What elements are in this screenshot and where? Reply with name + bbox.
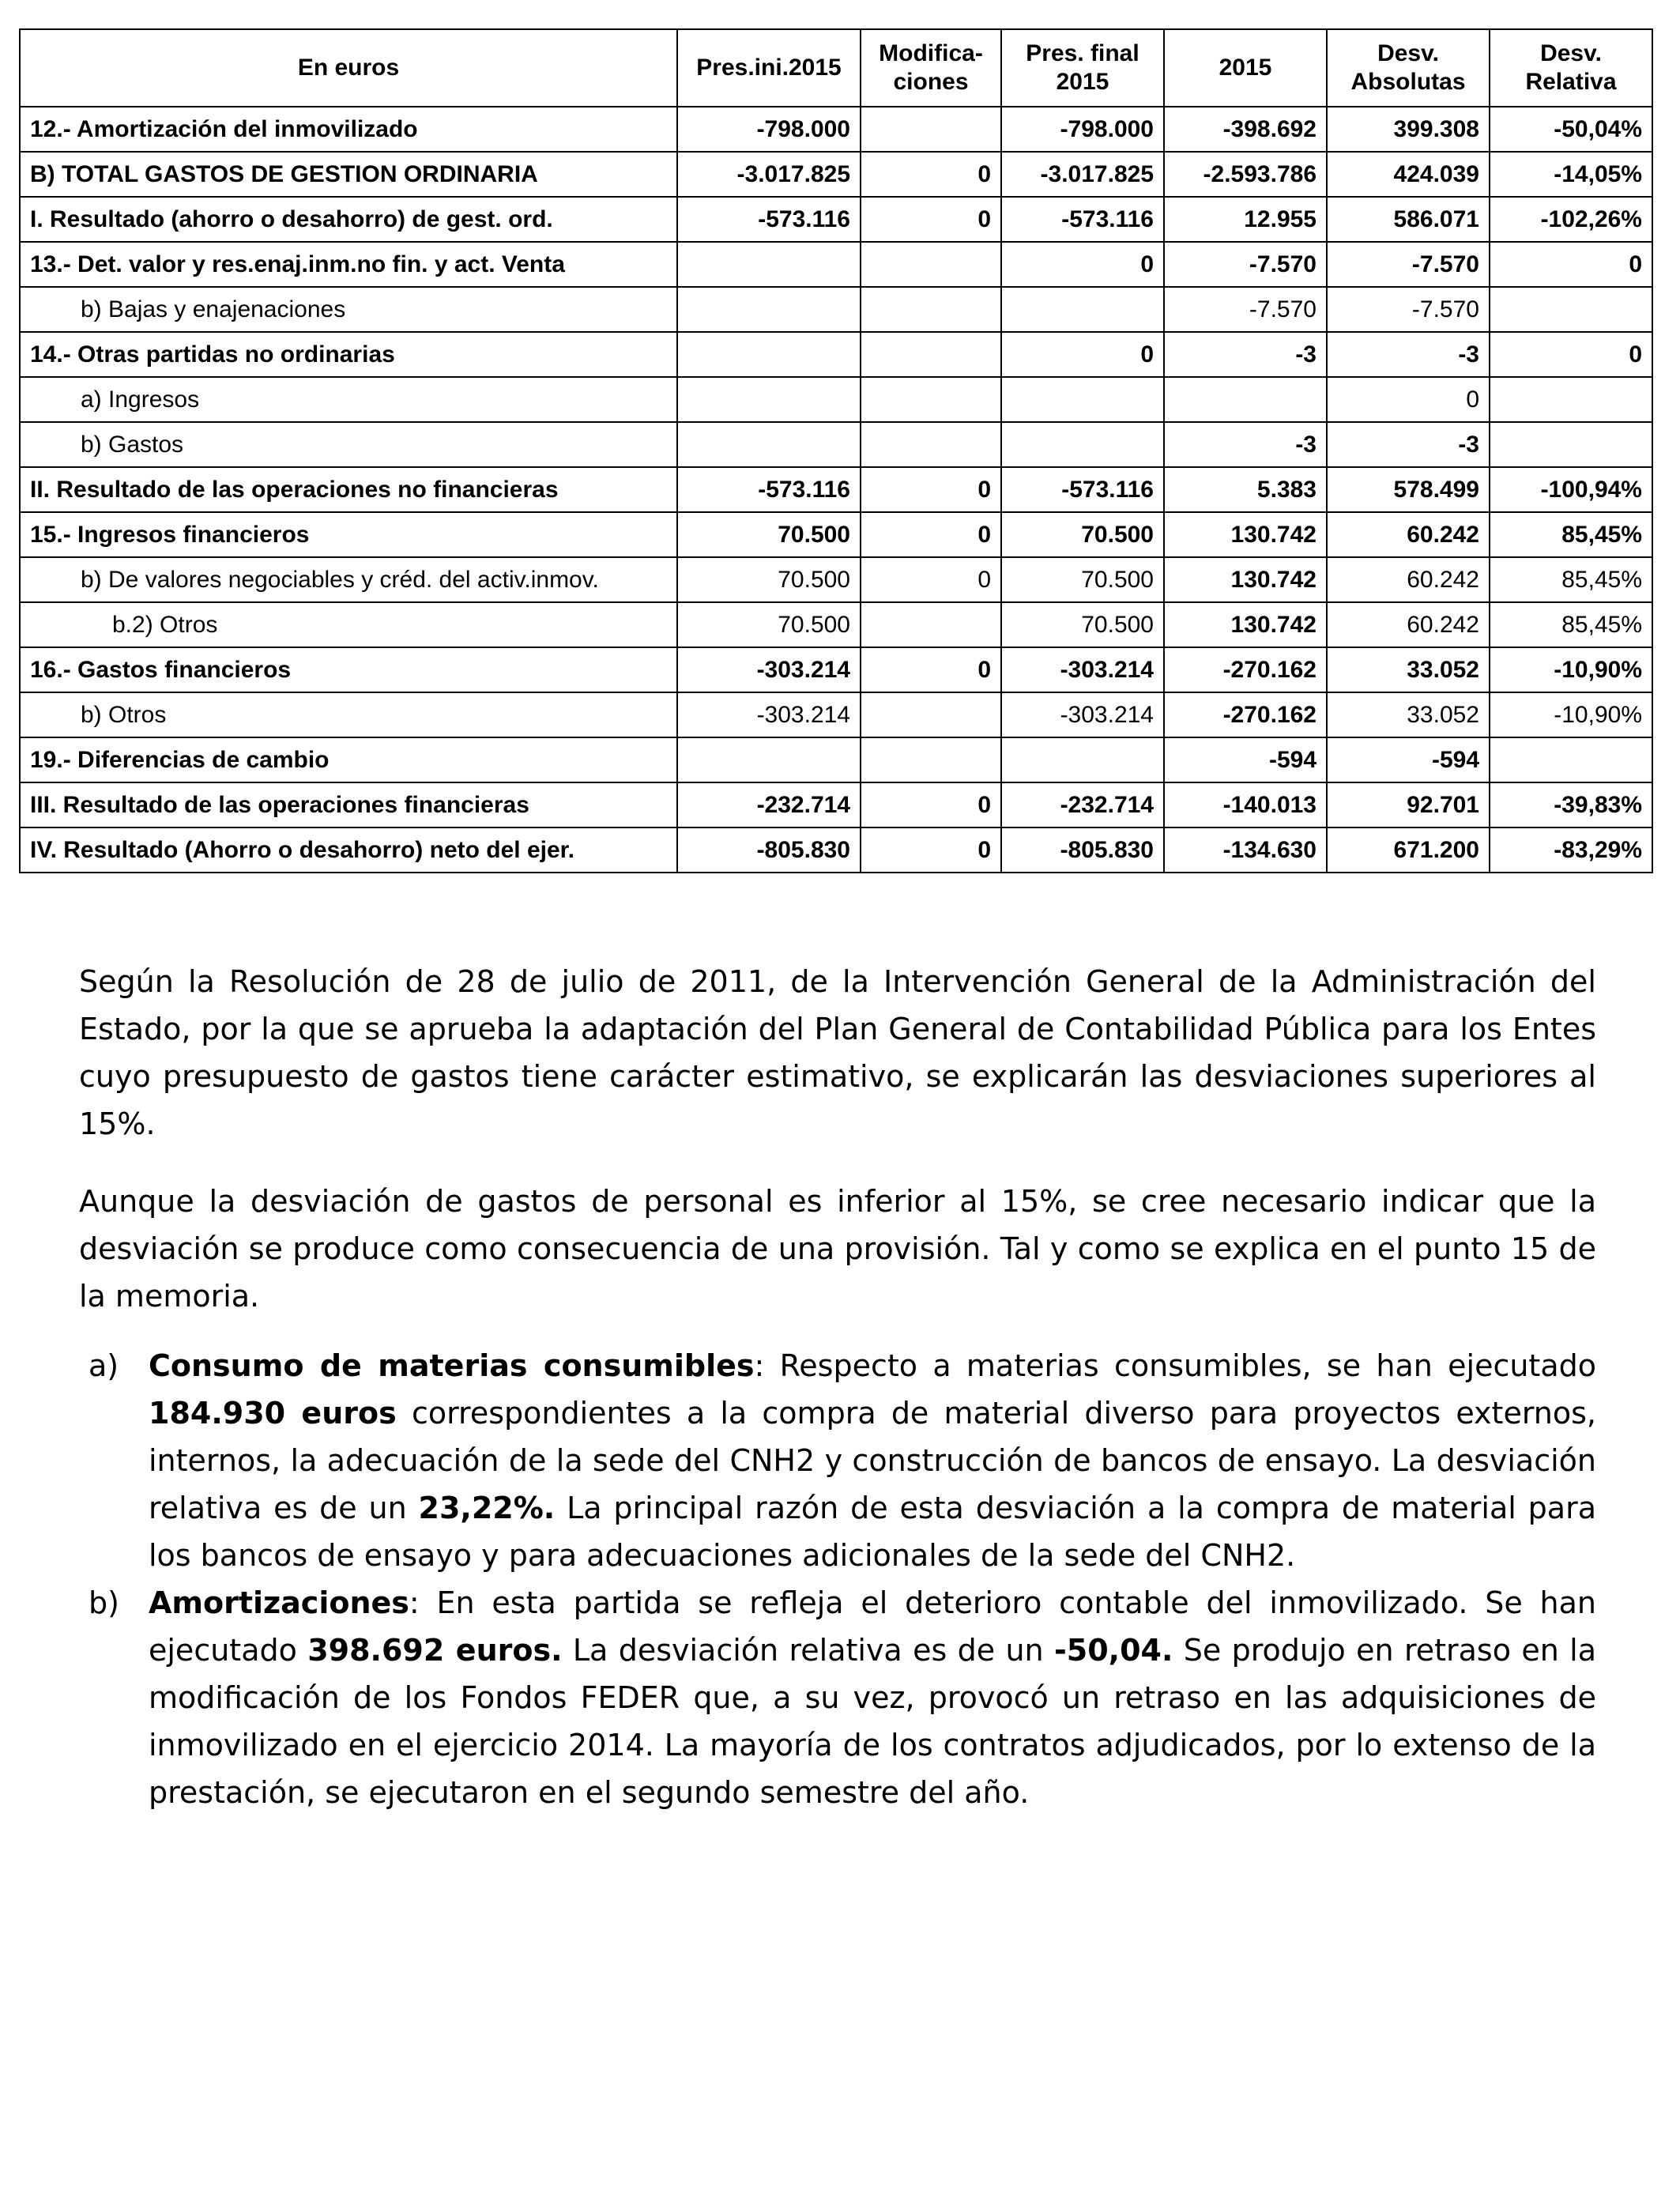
cell-col-desv-abs: 671.200 [1327, 827, 1490, 873]
cell-col-modificaciones [861, 737, 1001, 782]
item-amount: 184.930 euros [149, 1396, 397, 1431]
list-item-amortizaciones [79, 1579, 1596, 1816]
item-text: La desviación relativa es de un [562, 1633, 1054, 1668]
table-row [20, 557, 1652, 602]
cell-col-pres-final: 0 [1001, 332, 1164, 377]
cell-col-modificaciones [861, 242, 1001, 287]
row-label: 19.- Diferencias de cambio [20, 737, 677, 782]
header-col-desv-abs: Desv. Absolutas [1327, 29, 1490, 107]
cell-col-desv-abs: -3 [1327, 422, 1490, 467]
cell-col-pres-ini [677, 377, 861, 422]
cell-col-desv-rel: -14,05% [1490, 152, 1652, 197]
deviation-list [79, 1342, 1596, 1816]
cell-col-desv-abs: -594 [1327, 737, 1490, 782]
cell-col-2015: 5.383 [1164, 467, 1327, 512]
cell-col-desv-rel: -50,04% [1490, 107, 1652, 152]
cell-col-desv-rel: -83,29% [1490, 827, 1652, 873]
table-row [20, 197, 1652, 242]
cell-col-desv-rel: -10,90% [1490, 647, 1652, 692]
cell-col-desv-rel: -100,94% [1490, 467, 1652, 512]
row-label: 12.- Amortización del inmovilizado [20, 107, 677, 152]
cell-col-desv-rel: 0 [1490, 242, 1652, 287]
row-label: 13.- Det. valor y res.enaj.inm.no fin. y act. Venta [20, 242, 677, 287]
cell-col-modificaciones: 0 [861, 827, 1001, 873]
item-text: correspondientes a la compra de material diverso para proyectos externos, internos, la adecuación de la sede del CNH2 y construcción de bancos de ensayo. La desviación relativa es de un [149, 1396, 1596, 1525]
cell-col-pres-ini: -573.116 [677, 467, 861, 512]
cell-col-modificaciones: 0 [861, 467, 1001, 512]
cell-col-desv-abs: -3 [1327, 332, 1490, 377]
item-title: Amortizaciones [149, 1585, 409, 1620]
cell-col-desv-rel: 85,45% [1490, 557, 1652, 602]
cell-col-2015: -134.630 [1164, 827, 1327, 873]
item-text: : Respecto a materias consumibles, se han ejecutado [754, 1348, 1596, 1383]
paragraph-resolution: Según la Resolución de 28 de julio de 2011, de la Intervención General de la Administración del Estado, por la que se aprueba la adaptación del Plan General de Contabilidad Pública para los Entes cuyo presupuesto de gastos tiene carácter estimativo, se explicarán las desviaciones superiores al 15%. [79, 964, 1596, 1141]
cell-col-pres-final: -805.830 [1001, 827, 1164, 873]
row-label: b) Bajas y enajenaciones [20, 287, 677, 332]
cell-col-modificaciones: 0 [861, 557, 1001, 602]
row-label: IV. Resultado (Ahorro o desahorro) neto del ejer. [20, 827, 677, 873]
cell-col-modificaciones: 0 [861, 782, 1001, 827]
cell-col-desv-abs: 33.052 [1327, 647, 1490, 692]
cell-col-pres-final: -303.214 [1001, 647, 1164, 692]
cell-col-2015: -270.162 [1164, 647, 1327, 692]
header-col-desv-rel: Desv. Relativa [1490, 29, 1652, 107]
cell-col-desv-abs: 33.052 [1327, 692, 1490, 737]
table-row [20, 827, 1652, 873]
cell-col-pres-ini: 70.500 [677, 557, 861, 602]
cell-col-2015: -140.013 [1164, 782, 1327, 827]
cell-col-pres-final: -798.000 [1001, 107, 1164, 152]
cell-col-modificaciones: 0 [861, 647, 1001, 692]
cell-col-2015: -7.570 [1164, 287, 1327, 332]
table-row [20, 377, 1652, 422]
cell-col-desv-abs: -7.570 [1327, 242, 1490, 287]
row-label: b.2) Otros [20, 602, 677, 647]
results-table [19, 28, 1653, 873]
row-label: a) Ingresos [20, 377, 677, 422]
table-row [20, 647, 1652, 692]
cell-col-2015: -2.593.786 [1164, 152, 1327, 197]
table-header-row [20, 29, 1652, 107]
cell-col-desv-rel: -39,83% [1490, 782, 1652, 827]
item-title: Consumo de materias consumibles [149, 1348, 755, 1383]
cell-col-desv-rel: 85,45% [1490, 602, 1652, 647]
cell-col-modificaciones [861, 377, 1001, 422]
cell-col-desv-rel [1490, 422, 1652, 467]
row-label: 14.- Otras partidas no ordinarias [20, 332, 677, 377]
item-percentage: 23,22%. [418, 1491, 556, 1525]
cell-col-pres-ini [677, 242, 861, 287]
cell-col-modificaciones [861, 602, 1001, 647]
cell-col-desv-rel: 0 [1490, 332, 1652, 377]
cell-col-pres-final: -3.017.825 [1001, 152, 1164, 197]
cell-col-modificaciones [861, 692, 1001, 737]
header-col-2015: 2015 [1164, 29, 1327, 107]
cell-col-desv-abs: 424.039 [1327, 152, 1490, 197]
cell-col-pres-ini [677, 287, 861, 332]
cell-col-pres-ini: -232.714 [677, 782, 861, 827]
table-row [20, 287, 1652, 332]
row-label: B) TOTAL GASTOS DE GESTION ORDINARIA [20, 152, 677, 197]
cell-col-desv-abs: 0 [1327, 377, 1490, 422]
cell-col-pres-ini: -303.214 [677, 692, 861, 737]
cell-col-pres-ini [677, 737, 861, 782]
cell-col-modificaciones [861, 287, 1001, 332]
cell-col-desv-abs: 586.071 [1327, 197, 1490, 242]
cell-col-pres-final [1001, 287, 1164, 332]
cell-col-modificaciones [861, 422, 1001, 467]
row-label: I. Resultado (ahorro o desahorro) de gest. ord. [20, 197, 677, 242]
table-row [20, 332, 1652, 377]
table-row [20, 602, 1652, 647]
cell-col-pres-ini: -573.116 [677, 197, 861, 242]
cell-col-2015: 130.742 [1164, 512, 1327, 557]
explanatory-text [79, 958, 1596, 1816]
cell-col-modificaciones [861, 107, 1001, 152]
cell-col-modificaciones: 0 [861, 512, 1001, 557]
cell-col-pres-ini [677, 422, 861, 467]
cell-col-2015: 130.742 [1164, 557, 1327, 602]
cell-col-pres-ini: -3.017.825 [677, 152, 861, 197]
cell-col-pres-final [1001, 737, 1164, 782]
cell-col-desv-rel: 85,45% [1490, 512, 1652, 557]
table-row [20, 782, 1652, 827]
list-marker: a) [89, 1348, 119, 1383]
table-row [20, 737, 1652, 782]
cell-col-2015 [1164, 377, 1327, 422]
cell-col-pres-final: 70.500 [1001, 557, 1164, 602]
item-text: La principal razón de esta desviación a la compra de material para los bancos de ensayo y para adecuaciones adicionales de la sede del CNH2. [149, 1491, 1597, 1573]
paragraph-personal-costs: Aunque la desviación de gastos de personal es inferior al 15%, se cree necesario indicar que la desviación se produce como consecuencia de una provisión. Tal y como se explica en el punto 15 de la memoria. [79, 1184, 1596, 1314]
cell-col-2015: -7.570 [1164, 242, 1327, 287]
cell-col-desv-abs: 92.701 [1327, 782, 1490, 827]
cell-col-2015: -270.162 [1164, 692, 1327, 737]
cell-col-desv-rel: -10,90% [1490, 692, 1652, 737]
cell-col-desv-abs: 60.242 [1327, 512, 1490, 557]
cell-col-desv-abs: 60.242 [1327, 557, 1490, 602]
cell-col-pres-ini: 70.500 [677, 602, 861, 647]
cell-col-desv-rel [1490, 377, 1652, 422]
cell-col-pres-final: -232.714 [1001, 782, 1164, 827]
cell-col-pres-ini [677, 332, 861, 377]
cell-col-modificaciones: 0 [861, 152, 1001, 197]
row-label: b) De valores negociables y créd. del activ.inmov. [20, 557, 677, 602]
cell-col-pres-final: 70.500 [1001, 512, 1164, 557]
cell-col-desv-rel [1490, 737, 1652, 782]
row-label: II. Resultado de las operaciones no financieras [20, 467, 677, 512]
table-row [20, 467, 1652, 512]
cell-col-pres-final [1001, 422, 1164, 467]
table-row [20, 422, 1652, 467]
row-label: b) Gastos [20, 422, 677, 467]
header-col-concept: En euros [20, 29, 677, 107]
cell-col-2015: -3 [1164, 422, 1327, 467]
cell-col-pres-ini: -805.830 [677, 827, 861, 873]
row-label: III. Resultado de las operaciones financieras [20, 782, 677, 827]
item-amount: 398.692 euros. [307, 1633, 563, 1668]
cell-col-pres-final: 70.500 [1001, 602, 1164, 647]
header-col-pres-final: Pres. final 2015 [1001, 29, 1164, 107]
cell-col-pres-final: 0 [1001, 242, 1164, 287]
cell-col-2015: 12.955 [1164, 197, 1327, 242]
cell-col-desv-rel: -102,26% [1490, 197, 1652, 242]
cell-col-desv-abs: -7.570 [1327, 287, 1490, 332]
cell-col-pres-final: -303.214 [1001, 692, 1164, 737]
table-row [20, 107, 1652, 152]
cell-col-modificaciones: 0 [861, 197, 1001, 242]
table-row [20, 242, 1652, 287]
row-label: b) Otros [20, 692, 677, 737]
cell-col-desv-rel [1490, 287, 1652, 332]
cell-col-modificaciones [861, 332, 1001, 377]
cell-col-pres-final [1001, 377, 1164, 422]
cell-col-desv-abs: 578.499 [1327, 467, 1490, 512]
cell-col-2015: -398.692 [1164, 107, 1327, 152]
table-row [20, 692, 1652, 737]
table-row [20, 152, 1652, 197]
cell-col-desv-abs: 60.242 [1327, 602, 1490, 647]
list-marker: b) [89, 1585, 119, 1620]
cell-col-pres-final: -573.116 [1001, 197, 1164, 242]
item-text: : En esta partida se refleja el deterioro contable del inmovilizado. Se han ejecutado [149, 1585, 1596, 1668]
row-label: 15.- Ingresos financieros [20, 512, 677, 557]
table-row [20, 512, 1652, 557]
list-item-consumibles [79, 1342, 1596, 1579]
cell-col-pres-ini: 70.500 [677, 512, 861, 557]
cell-col-2015: 130.742 [1164, 602, 1327, 647]
header-col-pres-ini: Pres.ini.2015 [677, 29, 861, 107]
row-label: 16.- Gastos financieros [20, 647, 677, 692]
cell-col-pres-ini: -798.000 [677, 107, 861, 152]
item-percentage: -50,04. [1053, 1633, 1173, 1668]
cell-col-2015: -594 [1164, 737, 1327, 782]
table-body [20, 107, 1652, 873]
cell-col-pres-final: -573.116 [1001, 467, 1164, 512]
cell-col-desv-abs: 399.308 [1327, 107, 1490, 152]
item-text: Se produjo en retraso en la modificación de los Fondos FEDER que, a su vez, provocó un retraso en las adquisiciones de inmovilizado en el ejercicio 2014. La mayoría de los contratos adjudicados, por lo extenso de la prestación, se ejecutaron en el segundo semestre del año. [149, 1633, 1596, 1810]
cell-col-pres-ini: -303.214 [677, 647, 861, 692]
header-col-modificaciones: Modifica- ciones [861, 29, 1001, 107]
cell-col-2015: -3 [1164, 332, 1327, 377]
